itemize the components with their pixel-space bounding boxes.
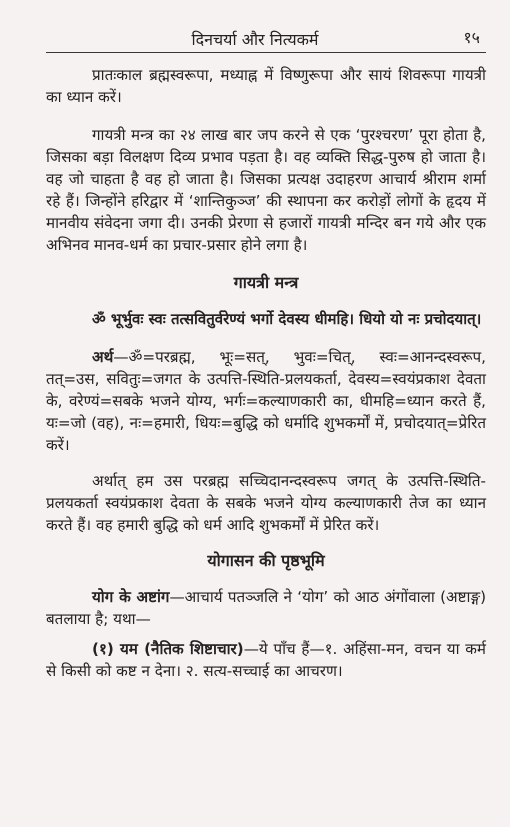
gayatri-mantra-text: ॐ भूर्भुवः स्वः तत्सवितुर्वरेण्यं भर्गो देवस्य धीमहि। धियो यो नः प्रचोदयात्। [92,310,482,328]
heading-yogasan-background: योगासन की पृष्ठभूमि [207,551,325,570]
header-rule [46,52,486,53]
running-title: दिनचर्या और नित्यकर्म [191,30,319,49]
mantra-summary: अर्थात् हम उस परब्रह्म सच्चिदानन्दस्वरूप जगत् के उत्पत्ति-स्थिति-प्रलयकर्ता स्वयंप्रकाश देवता के सबके भजने योग्य कल्याणकारी तेज का ध्यान करते हैं। वह हमारी बुद्धि को धर्म आदि शुभकर्मों में प्रेरित करें। [46,472,486,534]
paragraph-purashcharan: गायत्री मन्त्र का २४ लाख बार जप करने से एक ‘पुरश्चरण’ पूरा होता है, जिसका बड़ा विलक्षण दिव्य प्रभाव पड़ता है। वह व्यक्ति सिद्ध-पुरुष हो जाता है। वह जो चाहता है वह हो जाता है। जिसका प्रत्यक्ष उदाहरण आचार्य श्रीराम शर्मा रहे हैं। जिन्होंने हरिद्वार में ‘शान्तिकुञ्ज’ की स्थापना कर करोड़ों लोगों के हृदय में मानवीय संवेदना जगा दी। उनकी प्रेरणा से हजारों गायत्री मन्दिर बन गये और एक अभिनव मानव-धर्म का प्रचार-प्रसार होने लगा है। [46,126,486,254]
yama-text: —ये पाँच हैं—१. अहिंसा-मन, वचन या कर्म से किसी को कष्ट न देना। २. सत्य-सच्चाई का आचरण। [46,640,486,680]
meaning-label: अर्थ [92,348,114,366]
ashtang-text: —आचार्य पतञ्जलि ने ‘योग’ को आठ अंगोंवाला (अष्टाङ्ग) बतलाया है; यथा— [46,588,486,628]
heading-gayatri-mantra: गायत्री मन्त्र [233,273,299,292]
yama-label: (१) यम (नैतिक शिष्टाचार) [92,640,244,658]
mantra-meaning [46,346,486,456]
yoga-ashtang-paragraph [46,586,486,630]
ashtang-label: योग के अष्टांग [92,588,170,606]
page-number: १५ [463,28,480,47]
yama-paragraph [46,638,486,682]
page-body [46,64,486,682]
paragraph-gayatri-meditation: प्रातःकाल ब्रह्मस्वरूपा, मध्याह्न में विष्णुरूपा और सायं शिवरूपा गायत्री का ध्यान करें। [46,66,486,106]
meaning-text: —ॐ=परब्रह्म, भूः=सत्, भुवः=चित्, स्वः=आनन्दस्वरूप, तत्=उस, सवितुः=जगत के उत्पत्ति-स्थिति-प्रलयकर्ता, देवस्य=स्वयंप्रकाश देवता के, वरेण्यं=सबके भजने योग्य, भर्गः=कल्याणकारी का, धीमहि=ध्यान करते हैं, यः=जो (वह), नः=हमारी, धियः=बुद्धि को धर्मादि शुभकर्मों में, प्रचोदयात्=प्रेरित करें। [46,348,486,454]
